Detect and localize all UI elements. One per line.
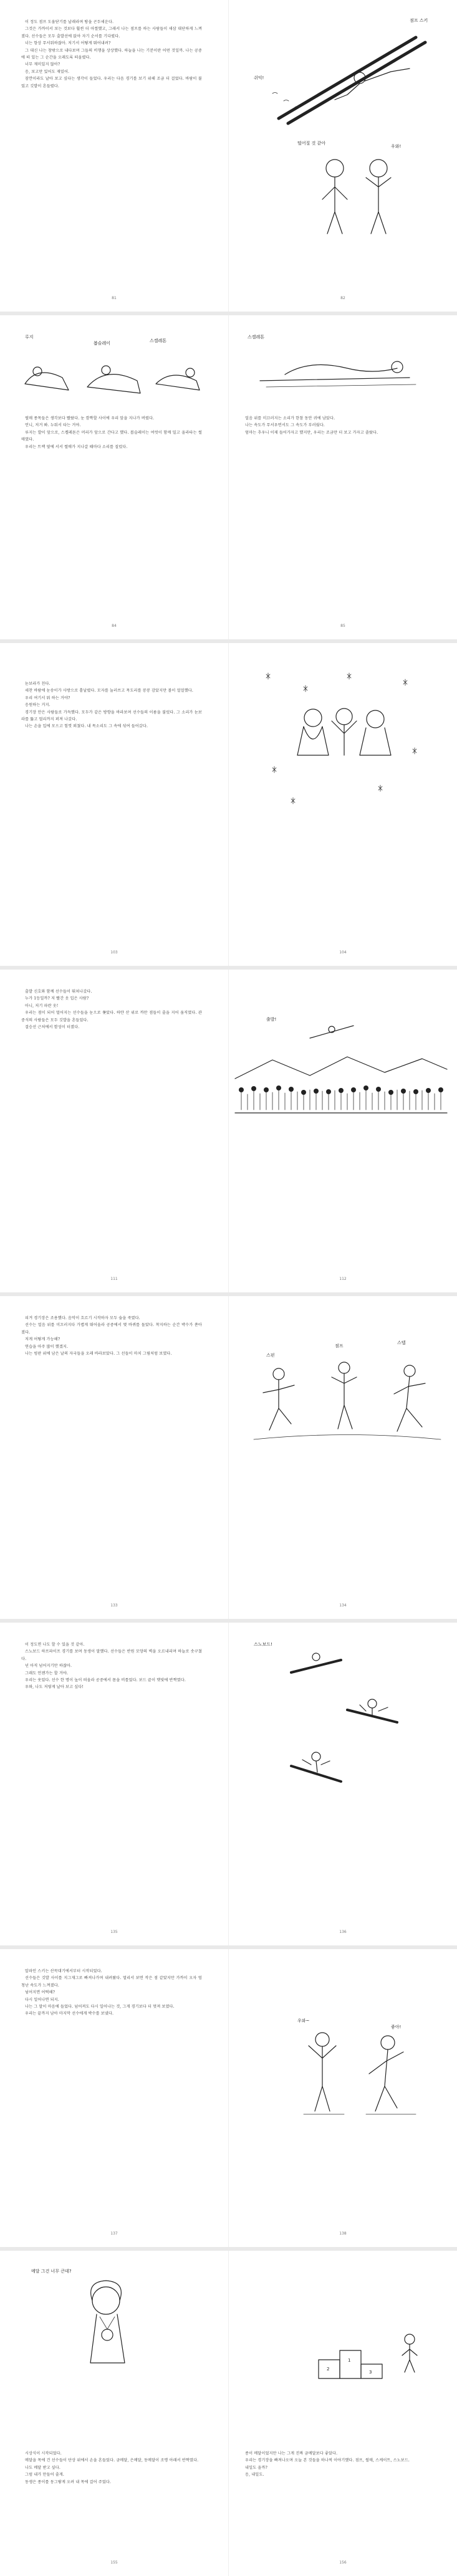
page-82 <box>229 0 457 312</box>
page-number: 136 <box>339 1930 347 1934</box>
book-spread-3 <box>0 643 457 966</box>
page-number: 112 <box>339 1277 347 1281</box>
book-spread-2 <box>0 315 457 639</box>
paragraph: 그럼 내가 만들어 줄게. <box>25 2473 64 2478</box>
book-spread-1 <box>0 0 457 312</box>
paragraph: 너는 항상 무서워하잖아. 저기서 어떻게 뛰어내려? <box>25 41 111 46</box>
paragraph: 경기장 안은 사람들로 가득했다. 모두가 같은 방향을 바라보며 선수들의 이름을 불렀다. 그 소리가 눈보라를 뚫고 멀리까지 퍼져 나갔다. <box>21 710 202 722</box>
jumper-in-sky-illustration <box>304 1019 366 1044</box>
speech-bubble: 메달 그건 너무 큰데? <box>31 2269 72 2274</box>
body-text <box>21 415 202 451</box>
figure-skaters-illustration <box>254 1355 441 1449</box>
speech-bubble: 우와! <box>391 144 402 149</box>
podium-rank-2: 2 <box>327 2367 330 2372</box>
paragraph: 피겨 경기장은 조용했다. 음악이 흐르기 시작하자 모두 숨을 죽였다. <box>25 1316 140 1320</box>
paragraph: 그래도 언젠가는 할 거야. <box>25 1671 69 1676</box>
book-spread-7 <box>0 1949 457 2247</box>
art-caption: 루지 <box>25 335 34 340</box>
paragraph: 나는 손을 입에 모으고 힘껏 외쳤다. 내 목소리도 그 속에 섞여 들어갔다. <box>25 724 148 729</box>
paragraph: 응, 보고만 있어도 재밌어. <box>25 69 70 74</box>
book-spread-5 <box>0 1296 457 1619</box>
paragraph: 세찬 바람에 눈송이가 사방으로 흩날렸다. 모자를 눌러쓰고 목도리를 꽁꽁 감았지만 볼이 얼얼했다. <box>25 689 193 694</box>
body-text <box>241 415 435 436</box>
page-number: 156 <box>339 2560 347 2565</box>
paragraph: 넌 아직 넘어지기만 하잖아. <box>25 1664 72 1669</box>
art-caption: 봅슬레이 <box>94 341 111 346</box>
paragraph: 우리 여기서 뭐 하는 거야? <box>25 695 70 700</box>
page-155 <box>0 2251 228 2576</box>
skiers-cheering-illustration <box>297 2027 422 2120</box>
art-caption: 점프 스키 <box>410 18 428 23</box>
page-number: 134 <box>339 1603 347 1608</box>
page-number: 84 <box>112 624 117 628</box>
page-number: 111 <box>110 1277 118 1281</box>
paragraph: 출발 신호와 함께 선수들이 뛰쳐나갔다. <box>25 990 92 994</box>
paragraph: 동생은 종이를 동그랗게 오려 내 목에 걸어 주었다. <box>25 2479 112 2484</box>
snowboarders-illustration <box>266 1648 428 1797</box>
page-number: 135 <box>110 1930 118 1934</box>
art-caption: 스텝 <box>397 1340 406 1345</box>
paragraph: 알파인 스키는 산꼭대기에서부터 시작되었다. <box>25 1969 102 1973</box>
paragraph: 썰매 종목들은 생각보다 빨랐다. 눈 깜짝할 사이에 우리 앞을 지나가 버렸다. <box>25 416 155 421</box>
paragraph: 선수들은 깃발 사이를 지그재그로 빠져나가며 내려왔다. 멀리서 보면 작은 점 같았지만 가까이 오자 엄청난 속도가 느껴졌다. <box>21 1976 202 1988</box>
paragraph: 우와, 나도 저렇게 날아 보고 싶다! <box>25 1685 84 1690</box>
girl-with-medal-illustration <box>62 2276 156 2375</box>
paragraph: 우리는 끝까지 남아 마지막 선수에게 박수를 보냈다. <box>25 2011 114 2016</box>
paragraph: 스노보드 하프파이프 경기를 보며 동생이 말했다. 선수들은 반원 모양의 벽을 오르내리며 하늘로 솟구쳤다. <box>21 1649 202 1661</box>
book-spread-6 <box>0 1623 457 1945</box>
paragraph: 결승선 근처에서 함성이 터졌다. <box>25 1025 80 1030</box>
body-text <box>21 1968 202 2018</box>
paragraph: 이 정도면 나도 할 수 있을 것 같아. <box>25 1643 85 1647</box>
paragraph: 선수는 얼음 위를 미끄러지다 가볍게 뛰어올라 공중에서 몇 바퀴를 돌았다. 착지하는 순간 박수가 쏟아졌다. <box>21 1323 202 1335</box>
page-111 <box>0 970 228 1292</box>
paragraph: 나는 그 말이 마음에 들었다. 넘어져도 다시 일어나는 것, 그게 경기보다 더 멋져 보였다. <box>25 2005 175 2010</box>
art-caption: 스켈레톤 <box>248 335 265 340</box>
page-number: 104 <box>339 950 347 955</box>
book-spread-8 <box>0 2251 457 2576</box>
page-135 <box>0 1623 228 1945</box>
skeleton-slider-illustration <box>248 343 435 399</box>
paragraph: 나는 속도가 무서우면서도 그 속도가 부러웠다. <box>245 423 325 428</box>
paragraph: 그것은 가까이서 보는 것보다 훨씬 더 아찔했고, 그래서 나는 점프를 하는 사람들이 새삼 대단하게 느껴졌다. 선수들은 모두 출발선에 앉아 자기 순서를 기다렸다. <box>21 27 202 39</box>
paragraph: 아니, 저기 파란 옷! <box>25 1003 59 1008</box>
paragraph: 우리는 점이 되어 멀어지는 선수들을 눈으로 쫓았다. 하얀 산 위로 까만 점들이 줄을 지어 움직였다. 관중석의 사람들은 모두 깃발을 흔들었다. <box>21 1011 202 1023</box>
page-138 <box>229 1949 457 2247</box>
page-number: 155 <box>110 2560 118 2565</box>
page-number: 82 <box>340 296 345 300</box>
page-number: 103 <box>110 950 118 955</box>
paragraph: 종이 메달이었지만 나는 그게 진짜 금메달보다 좋았다. <box>245 2451 338 2456</box>
art-caption: 쉬익! <box>254 75 264 80</box>
snowstorm-kids-illustration <box>254 662 428 811</box>
speech-bubble: 떨어질 것 같아 <box>297 141 326 146</box>
paragraph: 엄마는 추우니 이제 들어가자고 했지만, 우리는 조금만 더 보고 가자고 졸랐다. <box>245 430 378 435</box>
sled-illustrations <box>19 346 206 403</box>
paragraph: 응원하는 거지. <box>25 703 51 708</box>
paragraph: 나도 메달 받고 싶다. <box>25 2465 60 2470</box>
page-137 <box>0 1949 228 2247</box>
podium-rank-1: 1 <box>348 2358 351 2363</box>
paragraph: 언니, 저거 봐. 누워서 타는 거야. <box>25 423 81 428</box>
page-103 <box>0 643 228 966</box>
paragraph: 얼음 위를 미끄러지는 소리가 한참 동안 귀에 남았다. <box>245 416 335 421</box>
crowd-mountain-illustration <box>235 1054 447 1178</box>
paragraph: 내일도 올까? <box>245 2465 267 2470</box>
page-156 <box>229 2251 457 2576</box>
speech-bubble: 우와~ <box>297 2018 310 2023</box>
art-caption: 스노보드! <box>254 1642 272 1647</box>
art-caption: 점프 <box>335 1343 344 1348</box>
page-134 <box>229 1296 457 1619</box>
art-caption: 스핀 <box>266 1353 275 1358</box>
paragraph: 넘어지면 어떡해? <box>25 1990 55 1995</box>
paragraph: 이 정도 점프 도움닫기를 날래라며 땅을 곤두세운다. <box>25 20 114 24</box>
page-number: 138 <box>339 2231 347 2236</box>
paragraph: 너무 재미있지 않아? <box>25 62 60 67</box>
page-104 <box>229 643 457 966</box>
art-caption: 출발! <box>266 1017 277 1022</box>
speech-bubble: 좋아! <box>391 2025 402 2030</box>
paragraph: 응, 내일도. <box>245 2473 264 2478</box>
body-text <box>21 1641 202 1691</box>
paragraph: 우리는 경기장을 빠져나오며 오늘 본 것들을 하나씩 이야기했다. 점프, 썰매, 스케이트, 스노보드. <box>245 2458 410 2463</box>
page-112 <box>229 970 457 1292</box>
page-number: 137 <box>110 2231 118 2236</box>
body-text <box>21 988 202 1031</box>
page-84 <box>0 315 228 639</box>
page-136 <box>229 1623 457 1945</box>
paragraph: 눈보라가 친다. <box>25 682 51 686</box>
podium-illustration <box>316 2344 385 2382</box>
page-number: 81 <box>112 296 117 300</box>
paragraph: 연습을 아주 많이 했겠지. <box>25 1344 69 1349</box>
podium-rank-3: 3 <box>369 2370 372 2375</box>
body-text <box>241 2450 435 2479</box>
art-caption: 스켈레톤 <box>150 338 167 343</box>
paragraph: 누가 1등일까? 저 빨간 옷 입은 사람? <box>25 996 89 1001</box>
body-text <box>21 19 202 90</box>
paragraph: 우리는 트랙 옆에 서서 썰매가 지나갈 때마다 소리를 질렀다. <box>25 444 128 449</box>
body-text <box>21 1315 202 1357</box>
paragraph: 저게 어떻게 가능해? <box>25 1337 60 1342</box>
paragraph: 나는 빙판 위에 남은 날의 자국들을 오래 바라보았다. 그 선들이 마치 그림처럼 보였다. <box>25 1352 172 1357</box>
page-85 <box>229 315 457 639</box>
ski-jumper-illustration <box>266 19 447 125</box>
page-number: 85 <box>340 624 345 628</box>
paragraph: 시상식이 시작되었다. <box>25 2451 62 2456</box>
spectators-illustration <box>310 150 403 237</box>
book-spread-4 <box>0 970 457 1292</box>
paragraph: 우리는 웃었다. 선수 한 명이 높이 떠올라 공중에서 몸을 비틀었다. 보드 끝이 햇빛에 반짝였다. <box>25 1678 186 1683</box>
small-figure-illustration <box>397 2332 422 2375</box>
paragraph: 루지는 발이 앞으로, 스켈레톤은 머리가 앞으로 간다고 했다. 봅슬레이는 여럿이 함께 밀고 올라타는 썰매였다. <box>21 430 202 442</box>
page-number: 133 <box>110 1603 118 1608</box>
body-text <box>21 680 202 730</box>
page-133 <box>0 1296 228 1619</box>
page-81 <box>0 0 228 312</box>
paragraph: 메달을 목에 건 선수들이 단상 위에서 손을 흔들었다. 금메달, 은메달, 동메달이 조명 아래서 반짝였다. <box>25 2458 199 2463</box>
paragraph: 그 대신 나는 창밖으로 내다보며 그들의 비행을 상상했다. 하늘을 나는 기분이란 어떤 것일까. 나는 공중에 떠 있는 그 순간을 오래도록 떠올렸다. <box>21 48 202 60</box>
paragraph: 다시 일어나면 되지. <box>25 1997 59 2002</box>
paragraph: 잠깐이라도 날아 보고 싶다는 생각이 들었다. 우리는 다음 경기를 보기 위해 조금 더 걸었다. 바람이 불었고 깃발이 흔들렸다. <box>21 77 202 88</box>
body-text <box>21 2450 202 2486</box>
